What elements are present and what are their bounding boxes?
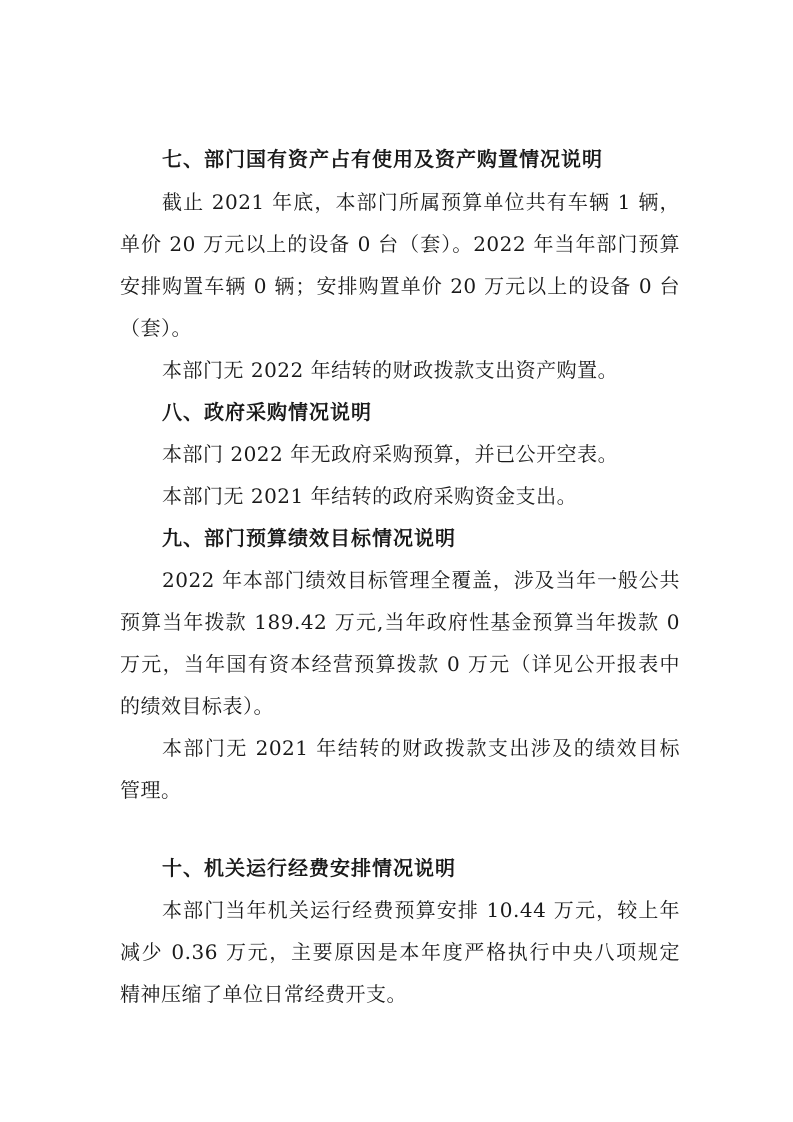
paragraph-line: 截止 2021 年底，本部门所属预算单位共有车辆 1 辆， [162,190,680,214]
section-9-heading: 九、部门预算绩效目标情况说明 [162,526,456,550]
paragraph-line: 2022 年本部门绩效目标管理全覆盖，涉及当年一般公共 [162,568,680,592]
paragraph-line: 万元，当年国有资本经营预算拨款 0 万元（详见公开报表中 [120,652,680,676]
paragraph-line: 本部门无 2021 年结转的财政拨款支出涉及的绩效目标 [162,736,680,760]
paragraph-line: 本部门无 2022 年结转的财政拨款支出资产购置。 [162,358,619,382]
paragraph-line: 本部门当年机关运行经费预算安排 10.44 万元，较上年 [162,898,680,922]
paragraph-line: 安排购置车辆 0 辆；安排购置单价 20 万元以上的设备 0 台 [120,274,680,298]
paragraph-line: 精神压缩了单位日常经费开支。 [120,982,407,1006]
section-7-heading: 七、部门国有资产占有使用及资产购置情况说明 [162,147,603,171]
paragraph-line: 减少 0.36 万元，主要原因是本年度严格执行中央八项规定 [120,940,680,964]
paragraph-line: 管理。 [120,778,182,802]
paragraph-line: 单价 20 万元以上的设备 0 台（套）。2022 年当年部门预算 [120,232,680,256]
section-8-heading: 八、政府采购情况说明 [162,400,372,424]
paragraph-line: 本部门 2022 年无政府采购预算，并已公开空表。 [162,442,619,466]
paragraph-line: 的绩效目标表）。 [120,694,274,718]
paragraph-line: 预算当年拨款 189.42 万元,当年政府性基金预算当年拨款 0 [120,610,680,634]
paragraph-line: （套）。 [120,316,192,340]
section-10-heading: 十、机关运行经费安排情况说明 [162,856,456,880]
paragraph-line: 本部门无 2021 年结转的政府采购资金支出。 [162,484,578,508]
